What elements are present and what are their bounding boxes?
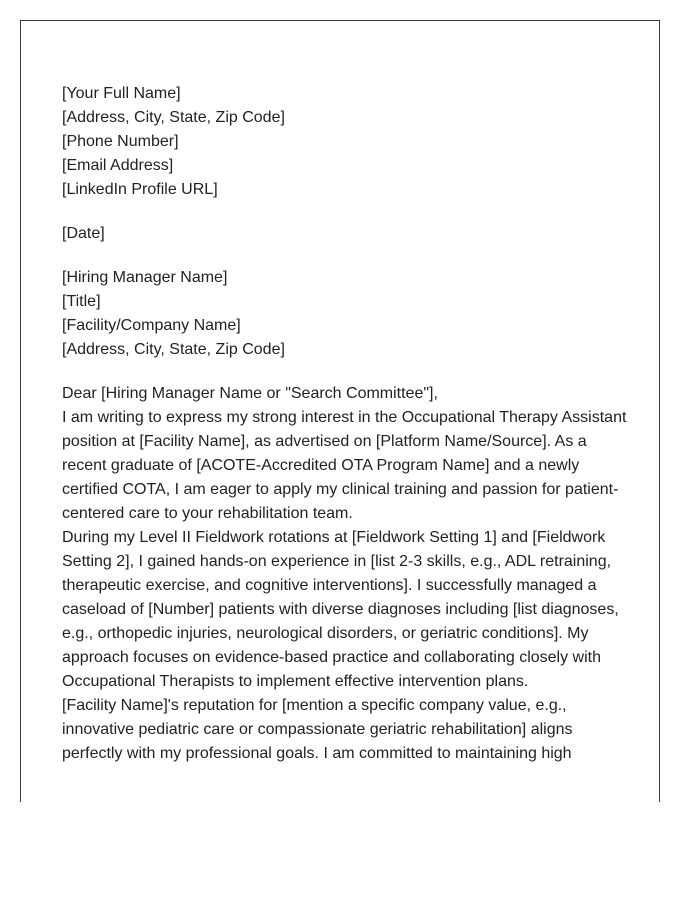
date-block (62, 222, 627, 246)
recipient-block (62, 266, 627, 362)
body-paragraph-3: [Facility Name]'s reputation for [mention a specific company value, e.g., innovative pediatric care or compassionate geriatric rehabilitation] aligns perfectly with my professional goals. I am committed to maintaining high (62, 697, 573, 762)
sender-name: [Your Full Name] (62, 85, 181, 102)
sender-email: [Email Address] (62, 157, 174, 174)
sender-phone: [Phone Number] (62, 133, 179, 150)
body-paragraph-1: I am writing to express my strong interest in the Occupational Therapy Assistant position at [Facility Name], as advertised on [Platform Name/Source]. As a recent graduate of [ACOTE-Accredited OTA Program Name] and a newly certified COTA, I am eager to apply my clinical training and passion for patient-centered care to your rehabilitation team. (62, 409, 627, 522)
recipient-company: [Facility/Company Name] (62, 317, 241, 334)
sender-address: [Address, City, State, Zip Code] (62, 109, 285, 126)
document-page (20, 20, 660, 802)
recipient-name: [Hiring Manager Name] (62, 269, 228, 286)
letter-content (62, 82, 627, 766)
recipient-address: [Address, City, State, Zip Code] (62, 341, 285, 358)
letter-date: [Date] (62, 225, 105, 242)
sender-block (62, 82, 627, 202)
salutation-block (62, 382, 627, 406)
sender-linkedin: [LinkedIn Profile URL] (62, 181, 218, 198)
recipient-title: [Title] (62, 293, 101, 310)
salutation: Dear [Hiring Manager Name or "Search Committee"], (62, 385, 438, 402)
body-paragraph-2: During my Level II Fieldwork rotations at [Fieldwork Setting 1] and [Fieldwork Setting 2], I gained hands-on experience in [list 2-3 skills, e.g., ADL retraining, therapeutic exercise, and cognitive interventions]. I successfully managed a caseload of [Number] patients with diverse diagnoses including [list diagnoses, e.g., orthopedic injuries, neurological disorders, or geriatric conditions]. My approach focuses on evidence-based practice and collaborating closely with Occupational Therapists to implement effective intervention plans. (62, 529, 619, 690)
